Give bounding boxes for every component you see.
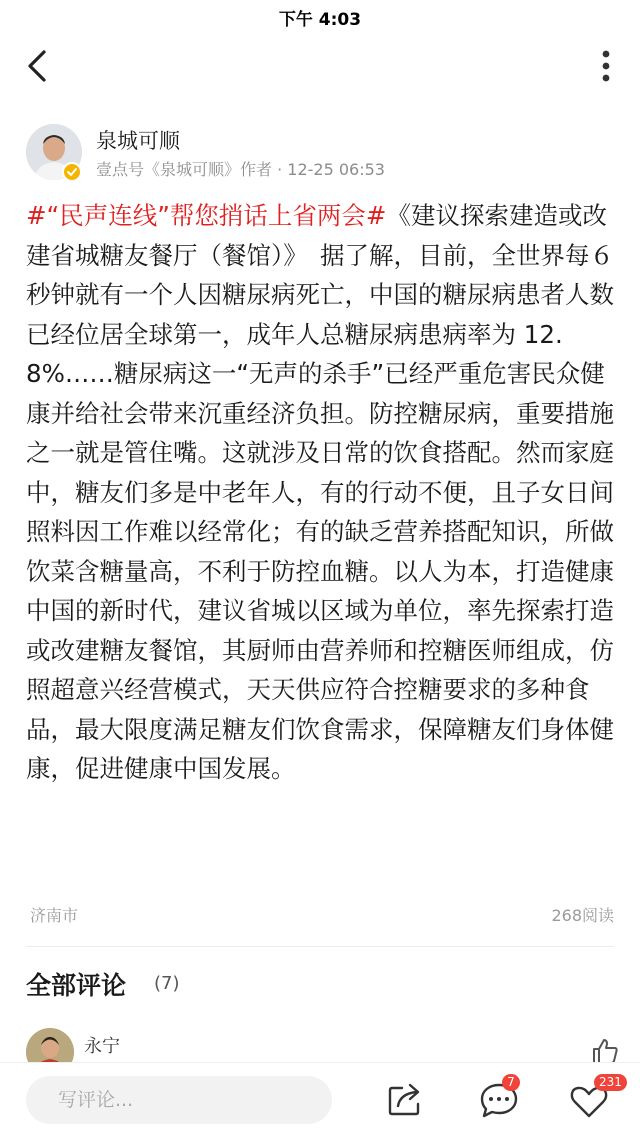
comment-input[interactable]: 写评论...: [26, 1076, 332, 1124]
article-hashtag[interactable]: #“民声连线”帮您捎话上省两会#: [26, 201, 387, 230]
article-body: [26, 196, 618, 789]
article-text: 《建议探索建造或改建省城糖友餐厅（餐馆）》 据了解，目前，全世界每６秒钟就有一个人因糖尿病死亡，中国的糖尿病患者人数已经位居全球第一，成年人总糖尿病患病率为 12.8%……糖尿病这一“无声的杀手”已经严重危害民众健康并给社会带来沉重经济负担。防控糖尿病，重要措施之一就是管住嘴。这就涉及日常的饮食搭配。然而家庭中，糖友们多是中老年人，有的行动不便，且子女日间照料因工作难以经常化；有的缺乏营养搭配知识，所做饮菜含糖量高，不利于防控血糖。以人为本，打造健康中国的新时代，建议省城以区域为单位，率先探索打造或改建糖友餐馆，其厨师由营养师和控糖医师组成，仿照超意兴经营模式，天天供应符合控糖要求的多种食品，最大限度满足糖友们饮食需求，保障糖友们身体健康，促进健康中国发展。: [26, 201, 614, 783]
more-button[interactable]: [600, 50, 612, 82]
author-name[interactable]: 泉城可顺: [96, 129, 180, 153]
share-icon: [386, 1080, 426, 1118]
divider: [26, 946, 614, 947]
comments-title: 全部评论: [26, 971, 127, 1000]
author-meta: 壹点号《泉城可顺》作者 · 12-25 06:53: [96, 160, 385, 179]
comments-badge: 7: [502, 1074, 520, 1091]
article-location: 济南市: [30, 906, 79, 925]
share-button[interactable]: [386, 1080, 426, 1118]
status-bar: [0, 0, 640, 34]
likes-badge: 231: [594, 1074, 627, 1091]
back-button[interactable]: [22, 46, 58, 86]
comment-username[interactable]: 永宁: [84, 1036, 120, 1057]
more-vertical-icon: [600, 50, 612, 82]
chevron-left-icon: [22, 46, 58, 86]
verified-badge-icon: [62, 162, 82, 182]
read-count: 268阅读: [551, 906, 614, 925]
comments-count: (7): [154, 973, 180, 994]
status-time: 下午 4:03: [278, 9, 362, 30]
